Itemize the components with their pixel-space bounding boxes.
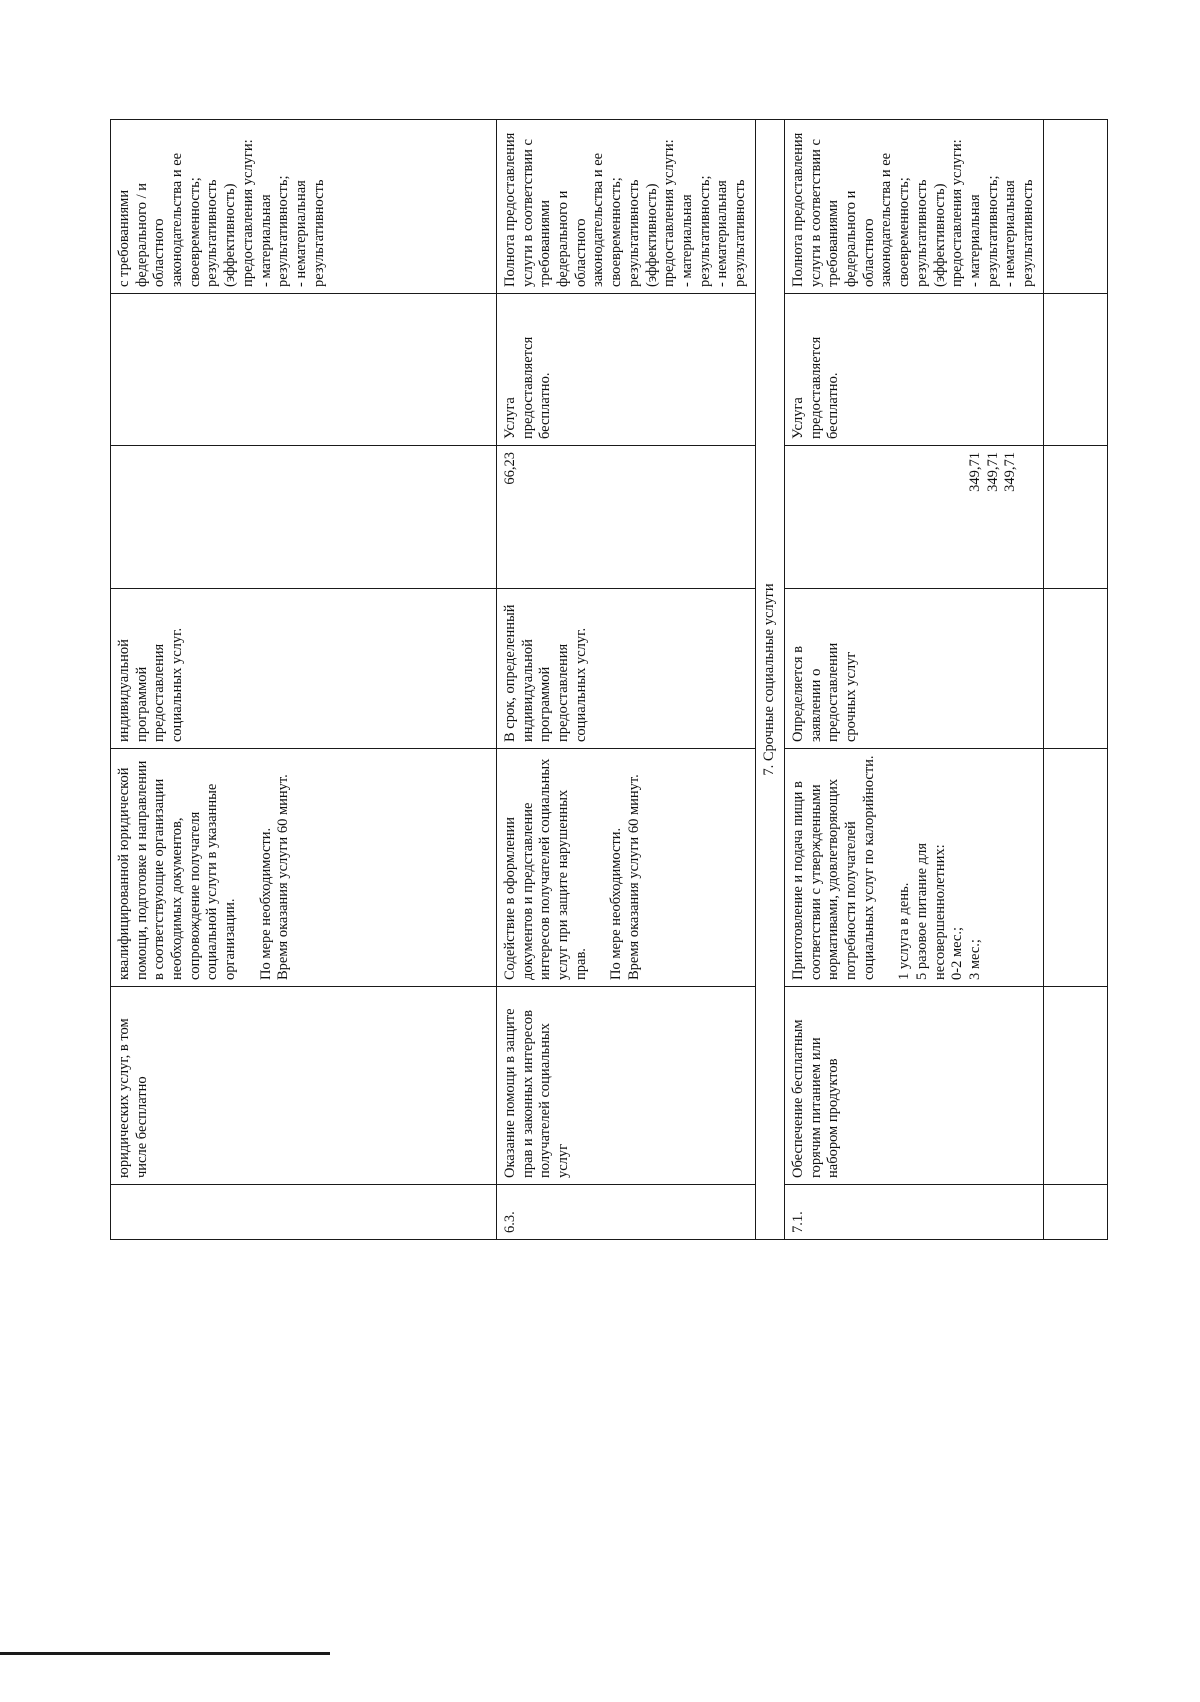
cell-service-name: Обеспечение бесплатным горячим питанием или набором продуктов	[785, 987, 1044, 1185]
table-row-empty	[1044, 120, 1108, 1240]
table-row-7-1	[785, 120, 1044, 1240]
cell-empty	[1044, 749, 1108, 987]
cell-service-name: юридических услуг, в том числе бесплатно	[111, 987, 497, 1185]
cell-number: 7.1.	[785, 1185, 1044, 1240]
cell-conditions	[111, 294, 497, 446]
cell-term: В срок, определенный индивидуальной программой предоставления социальных услуг.	[497, 589, 756, 749]
table-row-section-7	[756, 120, 785, 1240]
cell-conditions: Услуга предоставляется бесплатно.	[497, 294, 756, 446]
cell-conditions: Услуга предоставляется бесплатно.	[785, 294, 1044, 446]
cell-empty	[1044, 987, 1108, 1185]
cell-price: 349,71 349,71 349,71	[785, 446, 1044, 589]
cell-empty	[1044, 120, 1108, 294]
rotated-page	[110, 120, 1060, 1240]
scan-edge-line	[0, 1652, 330, 1655]
cell-price	[111, 446, 497, 589]
cell-number: 6.3.	[497, 1185, 756, 1240]
cell-term: Определяется в заявлении о предоставлении срочных услуг	[785, 589, 1044, 749]
table-row-6-3	[497, 120, 756, 1240]
cell-empty	[1044, 446, 1108, 589]
services-table	[110, 119, 1108, 1240]
cell-quality: Полнота предоставления услуги в соответствии с требованиями федерального и областного законодательства и ее своевременность; результативность (эффективность) предоставления услуги: - материальная результативность; - нематериальная результативность	[497, 120, 756, 294]
cell-empty	[1044, 1185, 1108, 1240]
cell-number	[111, 1185, 497, 1240]
table-row-continuation	[111, 120, 497, 1240]
cell-price: 66,23	[497, 446, 756, 589]
cell-description: Содействие в оформлении документов и представление интересов получателей социальных услуг при защите нарушенных прав. По мере необходимости. Время оказания услуги 60 минут.	[497, 749, 756, 987]
cell-term: индивидуальной программой предоставления социальных услуг.	[111, 589, 497, 749]
cell-description: Приготовление и подача пищи в соответствии с утвержденными нормативами, удовлетворяющих потребности получателей социальных услуг по калорийности. 1 услуга в день. 5 разовое питание для несовершеннолетних: 0-2 мес.; 3 мес.;	[785, 749, 1044, 987]
cell-empty	[1044, 589, 1108, 749]
cell-service-name: Оказание помощи в защите прав и законных интересов получателей социальных услуг	[497, 987, 756, 1185]
section-title: 7. Срочные социальные услуги	[756, 120, 785, 1240]
cell-description: квалифицированной юридической помощи, подготовке и направлении в соответствующие организации необходимых документов, сопровождение получателя социальной услуги в указанные организации. По мере необходимости. Время оказания услуги 60 минут.	[111, 749, 497, 987]
cell-quality: с требованиями федерального / и областного законодательства и ее своевременность; результативность (эффективность) предоставления услуги: - материальная результативность; - нематериальная результативность	[111, 120, 497, 294]
cell-quality: Полнота предоставления услуги в соответствии с требованиями федерального и областного законодательства и ее своевременность; результативность (эффективность) предоставления услуги: - материальная результативность; - нематериальная результативность	[785, 120, 1044, 294]
cell-empty	[1044, 294, 1108, 446]
